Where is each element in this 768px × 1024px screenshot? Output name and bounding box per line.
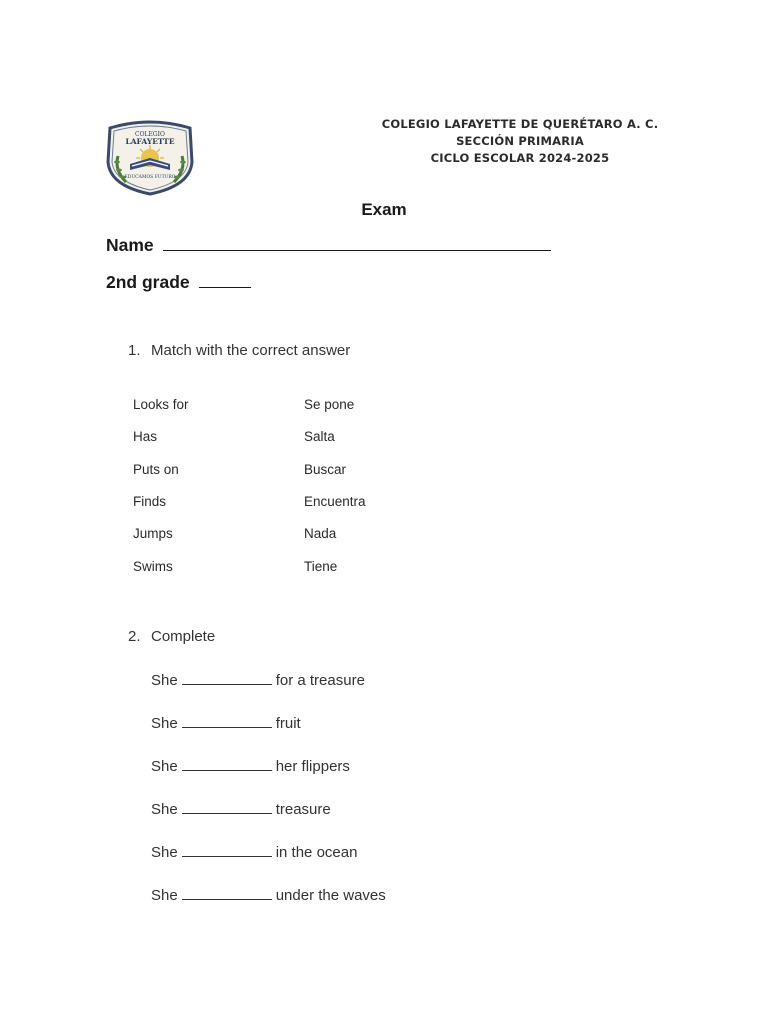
question-2-prompt: Complete — [151, 628, 216, 645]
complete-sentence — [151, 886, 386, 904]
question-1-number: 1. — [128, 342, 141, 359]
grade-label: 2nd grade — [106, 272, 190, 292]
match-right-item: Tiene — [304, 559, 338, 574]
question-1-prompt: Match with the correct answer — [151, 342, 351, 359]
match-left-item: Puts on — [133, 462, 179, 477]
school-logo — [104, 118, 196, 196]
grade-blank-line[interactable] — [199, 273, 251, 288]
match-left-item: Swims — [133, 559, 173, 574]
grade-field[interactable] — [106, 272, 251, 293]
sentence-subject: She — [151, 672, 178, 689]
complete-sentence — [151, 671, 365, 689]
match-right-item: Nada — [304, 526, 337, 541]
sentence-ending: under the waves — [275, 887, 386, 904]
sentence-ending: her flippers — [275, 758, 350, 775]
name-blank-line[interactable] — [163, 236, 551, 251]
name-label: Name — [106, 235, 154, 255]
match-left-item: Jumps — [133, 526, 173, 541]
school-header — [370, 116, 670, 167]
logo-text-bottom: EDUCAMOS FUTURO — [124, 175, 176, 180]
logo-text-mid: LAFAYETTE — [125, 137, 175, 146]
match-right-item: Salta — [304, 429, 335, 444]
sentence-subject: She — [151, 887, 178, 904]
name-field[interactable] — [106, 235, 551, 256]
logo-text-top: COLEGIO — [135, 131, 165, 138]
question-2 — [128, 628, 215, 645]
sentence-blank[interactable] — [182, 800, 272, 814]
question-2-number: 2. — [128, 628, 141, 645]
exam-title: Exam — [361, 200, 407, 219]
match-left-item: Finds — [133, 494, 167, 509]
complete-sentence — [151, 843, 357, 861]
sentence-subject: She — [151, 844, 178, 861]
match-right-item: Se pone — [304, 397, 355, 412]
complete-sentence — [151, 757, 350, 775]
school-year: CICLO ESCOLAR 2024-2025 — [430, 151, 610, 165]
sentence-blank[interactable] — [182, 886, 272, 900]
sentence-subject: She — [151, 715, 178, 732]
sentence-blank[interactable] — [182, 671, 272, 685]
match-left-item: Has — [133, 429, 158, 444]
sentence-blank[interactable] — [182, 714, 272, 728]
sentence-blank[interactable] — [182, 757, 272, 771]
sentence-blank[interactable] — [182, 843, 272, 857]
sentence-ending: fruit — [275, 715, 301, 732]
sentence-ending: for a treasure — [275, 672, 365, 689]
complete-sentence — [151, 800, 331, 818]
match-left-item: Looks for — [133, 397, 189, 412]
sentence-subject: She — [151, 758, 178, 775]
school-section: SECCIÓN PRIMARIA — [456, 134, 584, 148]
school-name: COLEGIO LAFAYETTE DE QUERÉTARO A. C. — [381, 117, 659, 131]
match-right-item: Buscar — [304, 462, 347, 477]
sentence-ending: treasure — [275, 801, 331, 818]
complete-sentence — [151, 714, 301, 732]
sentence-ending: in the ocean — [275, 844, 358, 861]
match-right-item: Encuentra — [304, 494, 366, 509]
sentence-subject: She — [151, 801, 178, 818]
question-1 — [128, 342, 350, 359]
